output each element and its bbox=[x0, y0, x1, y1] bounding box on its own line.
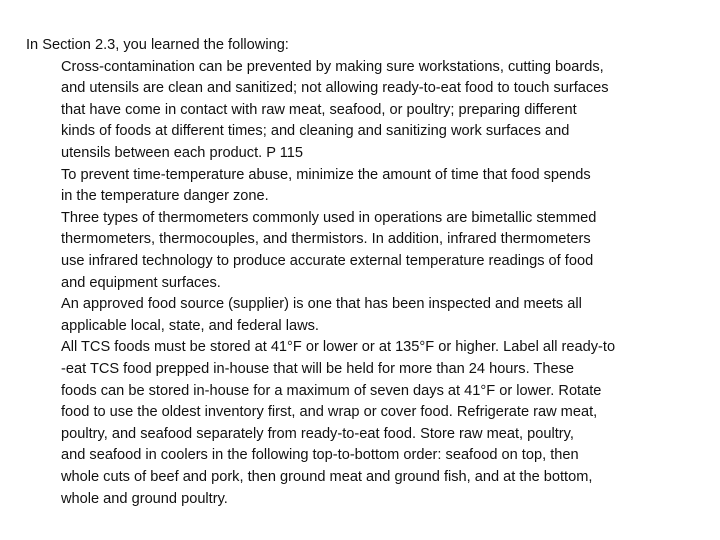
text-line: whole and ground poultry. bbox=[61, 490, 228, 507]
text-line: All TCS foods must be stored at 41°F or lower or at 135°F or higher. Label all ready-to bbox=[61, 339, 616, 356]
text-line: in the temperature danger zone. bbox=[61, 188, 269, 205]
paragraph-approved-source bbox=[61, 294, 691, 337]
text-line: Three types of thermometers commonly used in operations are bimetallic stemmed bbox=[61, 209, 597, 226]
text-line: thermometers, thermocouples, and thermistors. In addition, infrared thermometers bbox=[61, 231, 591, 248]
text-line: whole cuts of beef and pork, then ground meat and ground fish, and at the bottom, bbox=[61, 468, 593, 485]
text-line: and utensils are clean and sanitized; not allowing ready-to-eat food to touch surfaces bbox=[61, 80, 609, 97]
text-line: To prevent time-temperature abuse, minimize the amount of time that food spends bbox=[61, 166, 591, 183]
text-line: Cross-contamination can be prevented by making sure workstations, cutting boards, bbox=[61, 58, 604, 75]
text-line: that have come in contact with raw meat, seafood, or poultry; preparing different bbox=[61, 101, 577, 118]
text-line: An approved food source (supplier) is one that has been inspected and meets all bbox=[61, 296, 582, 313]
paragraph-thermometers bbox=[61, 208, 691, 294]
text-line: foods can be stored in-house for a maximum of seven days at 41°F or lower. Rotate bbox=[61, 382, 602, 399]
text-line: poultry, and seafood separately from ready-to-eat food. Store raw meat, poultry, bbox=[61, 425, 574, 442]
text-line: and equipment surfaces. bbox=[61, 274, 221, 291]
text-line: and seafood in coolers in the following top-to-bottom order: seafood on top, then bbox=[61, 447, 579, 464]
text-line: use infrared technology to produce accurate external temperature readings of food bbox=[61, 252, 594, 269]
paragraph-cross-contamination bbox=[61, 57, 691, 165]
text-line: -eat TCS food prepped in-house that will be held for more than 24 hours. These bbox=[61, 360, 574, 377]
paragraph-time-temperature bbox=[61, 165, 691, 208]
text-line: utensils between each product. P 115 bbox=[61, 144, 304, 161]
paragraph-tcs-storage bbox=[61, 337, 691, 510]
text-line: kinds of foods at different times; and cleaning and sanitizing work surfaces and bbox=[61, 123, 570, 140]
intro-heading: In Section 2.3, you learned the following: bbox=[26, 37, 289, 53]
text-line: applicable local, state, and federal laws. bbox=[61, 317, 319, 334]
text-line: food to use the oldest inventory first, and wrap or cover food. Refrigerate raw meat, bbox=[61, 404, 598, 421]
